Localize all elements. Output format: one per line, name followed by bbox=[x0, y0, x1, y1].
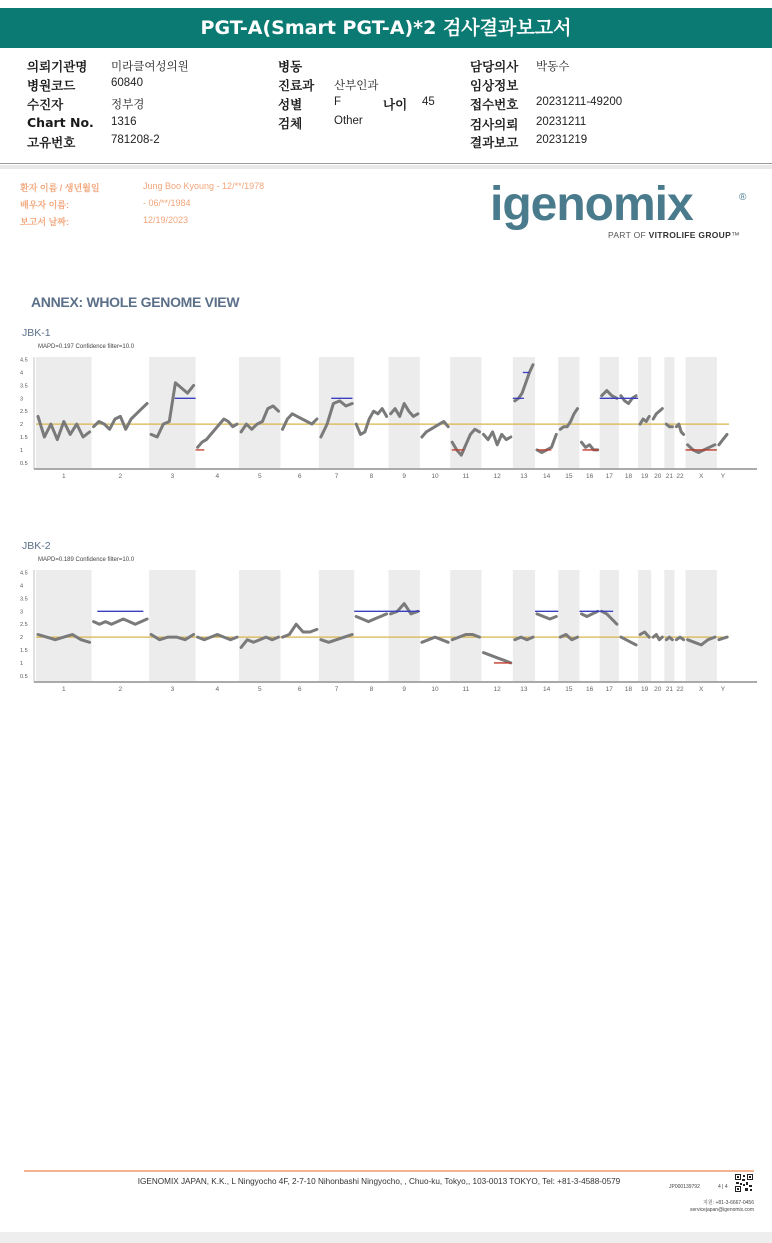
chromosome-band bbox=[664, 357, 674, 468]
chromosome-label: 5 bbox=[257, 473, 262, 480]
info-label: 검체 bbox=[278, 116, 303, 131]
footer-divider bbox=[24, 1170, 754, 1172]
y-tick-label: 0.5 bbox=[20, 673, 28, 680]
copy-number-signal bbox=[676, 637, 683, 640]
y-tick-label: 2.5 bbox=[20, 622, 28, 629]
info-label: 고유번호 bbox=[27, 135, 76, 150]
report-title: PGT-A(Smart PGT-A)*2 검사결과보고서 bbox=[0, 8, 772, 48]
chromosome-label: 3 bbox=[170, 686, 175, 693]
info-value: 20231211 bbox=[536, 116, 587, 128]
chromosome-label: 1 bbox=[61, 686, 66, 693]
chromosome-band bbox=[638, 570, 651, 681]
patient-label: 환자 이름 / 생년월일 bbox=[20, 183, 100, 193]
chromosome-label: 9 bbox=[402, 473, 407, 480]
copy-number-signal bbox=[582, 611, 598, 616]
footer-contact-tel: 지원: +81-3-6667-0456 bbox=[703, 1200, 754, 1206]
logo-tagline-prefix: PART OF bbox=[608, 230, 649, 240]
info-value: 1316 bbox=[111, 116, 137, 128]
chromosome-label: 6 bbox=[297, 686, 302, 693]
info-label: 임상정보 bbox=[470, 78, 519, 93]
info-label: 의뢰기관명 bbox=[27, 59, 88, 74]
copy-number-signal bbox=[422, 637, 448, 642]
chromosome-label: 14 bbox=[543, 686, 551, 693]
footer-contact bbox=[660, 1200, 754, 1214]
chromosome-label: 15 bbox=[565, 686, 573, 693]
patient-label: 보고서 날짜: bbox=[20, 217, 69, 227]
chromosome-label: 22 bbox=[676, 686, 684, 693]
y-tick-label: 1 bbox=[20, 660, 24, 667]
info-value: 60840 bbox=[111, 77, 143, 89]
y-tick-label: 1 bbox=[20, 447, 24, 454]
y-tick-label: 2 bbox=[20, 422, 24, 429]
footer-page-number: 4 | 4 bbox=[718, 1184, 728, 1190]
footer-contact-email: servicejapan@igenomix.com bbox=[690, 1207, 754, 1213]
section-divider bbox=[0, 165, 772, 169]
logo-tagline bbox=[608, 230, 740, 240]
y-tick-label: 1.5 bbox=[20, 648, 28, 655]
chromosome-label: 15 bbox=[565, 473, 573, 480]
sample-metrics-2: MAPD=0.189 Confidence filter=10.0 bbox=[38, 557, 135, 563]
info-label: 병동 bbox=[278, 59, 303, 74]
patient-value: 12/19/2023 bbox=[143, 215, 189, 225]
y-tick-label: 4.5 bbox=[20, 570, 28, 577]
chromosome-band bbox=[319, 570, 354, 681]
chromosome-label: 16 bbox=[585, 473, 594, 480]
genome-plot-2 bbox=[0, 565, 772, 697]
chromosome-label: 18 bbox=[624, 686, 633, 693]
chromosome-band bbox=[450, 357, 481, 468]
chromosome-label: 8 bbox=[369, 686, 374, 693]
chromosome-band bbox=[558, 570, 579, 681]
logo-wordmark: igenomix bbox=[490, 178, 693, 231]
chromosome-label: 11 bbox=[462, 473, 470, 480]
y-tick-label: 4 bbox=[20, 370, 24, 377]
patient-value: Jung Boo Kyoung - 12/**/1978 bbox=[143, 181, 265, 191]
patient-row bbox=[20, 198, 420, 215]
chromosome-label: X bbox=[699, 686, 704, 693]
chromosome-label: 5 bbox=[257, 686, 262, 693]
info-label: 진료과 bbox=[278, 78, 315, 93]
chromosome-label: 11 bbox=[462, 686, 470, 693]
report-info-table bbox=[0, 52, 772, 164]
chromosome-band bbox=[664, 570, 674, 681]
footer-address: IGENOMIX JAPAN, K.K., L Ningyocho 4F, 2-7-10 Nihonbashi Ningyocho, , Chuo-ku, Tokyo,, 103-0013 TOKYO, Tel: +81-3-4588-0579 bbox=[137, 1177, 621, 1186]
info-label: Chart No. bbox=[27, 115, 94, 130]
chromosome-label: 19 bbox=[641, 686, 649, 693]
y-tick-label: 4 bbox=[20, 583, 24, 590]
copy-number-signal bbox=[283, 624, 317, 637]
logo-tagline-brand: VITROLIFE GROUP bbox=[648, 230, 732, 240]
copy-number-signal bbox=[484, 432, 511, 445]
chromosome-band bbox=[319, 357, 354, 468]
chromosome-band bbox=[149, 357, 195, 468]
chromosome-label: 13 bbox=[520, 686, 528, 693]
sample-metrics-1: MAPD=0.197 Confidence filter=10.0 bbox=[38, 344, 135, 350]
info-label: 병원코드 bbox=[27, 78, 76, 93]
page-bottom-strip bbox=[0, 1232, 772, 1243]
chromosome-label: 7 bbox=[334, 473, 339, 480]
chromosome-band bbox=[149, 570, 195, 681]
chromosome-band bbox=[513, 570, 535, 681]
y-tick-label: 3 bbox=[20, 396, 24, 403]
chromosome-label: 13 bbox=[520, 473, 528, 480]
chromosome-label: 21 bbox=[665, 686, 674, 693]
copy-number-signal bbox=[515, 637, 533, 640]
chromosome-label: 18 bbox=[624, 473, 633, 480]
chromosome-label: 10 bbox=[431, 686, 439, 693]
copy-number-signal bbox=[719, 434, 727, 444]
chromosome-label: 17 bbox=[605, 686, 613, 693]
chromosome-band bbox=[36, 570, 92, 681]
chromosome-label: 7 bbox=[334, 686, 339, 693]
chromosome-label: 12 bbox=[493, 686, 501, 693]
patient-label: 배우자 이름: bbox=[20, 200, 69, 210]
copy-number-signal bbox=[94, 619, 148, 624]
chromosome-band bbox=[513, 357, 535, 468]
info-value: Other bbox=[334, 115, 363, 127]
logo-tagline-suffix: ™ bbox=[731, 230, 740, 240]
info-value: 산부인과 bbox=[334, 80, 379, 92]
copy-number-signal bbox=[621, 396, 636, 404]
info-value: F bbox=[334, 96, 342, 108]
chromosome-label: 6 bbox=[297, 473, 302, 480]
chromosome-label: Y bbox=[720, 686, 726, 693]
chromosome-band bbox=[638, 357, 651, 468]
y-tick-label: 4.5 bbox=[20, 357, 28, 364]
chromosome-label: 2 bbox=[118, 686, 123, 693]
y-tick-label: 0.5 bbox=[20, 460, 28, 467]
info-label: 검사의뢰 bbox=[470, 117, 519, 132]
copy-number-signal bbox=[653, 635, 662, 640]
y-tick-label: 2.5 bbox=[20, 409, 28, 416]
chromosome-label: 14 bbox=[543, 473, 551, 480]
info-label: 성별 bbox=[278, 97, 303, 112]
copy-number-signal bbox=[94, 404, 148, 430]
chromosome-label: 1 bbox=[61, 473, 66, 480]
chromosome-label: 9 bbox=[402, 686, 407, 693]
copy-number-signal bbox=[484, 653, 511, 663]
chromosome-label: 19 bbox=[641, 473, 649, 480]
info-value: 781208-2 bbox=[111, 134, 160, 146]
chromosome-label: X bbox=[699, 473, 704, 480]
annex-title: ANNEX: WHOLE GENOME VIEW bbox=[31, 294, 240, 310]
info-value: 박동수 bbox=[536, 61, 570, 73]
patient-value: - 06/**/1984 bbox=[143, 198, 191, 208]
copy-number-signal bbox=[621, 637, 636, 645]
igenomix-logo bbox=[490, 180, 752, 244]
copy-number-signal bbox=[582, 442, 598, 450]
info-value: 정부경 bbox=[111, 99, 145, 111]
info-value: 20231211-49200 bbox=[536, 96, 623, 108]
footer-document-code: JP000139792 bbox=[669, 1184, 700, 1190]
chromosome-label: 16 bbox=[585, 686, 594, 693]
chromosome-label: 20 bbox=[654, 686, 662, 693]
chromosome-label: 22 bbox=[676, 473, 684, 480]
patient-summary bbox=[20, 181, 420, 232]
chromosome-label: 17 bbox=[605, 473, 613, 480]
copy-number-signal bbox=[198, 419, 238, 447]
genome-plot-1 bbox=[0, 352, 772, 484]
chromosome-band bbox=[389, 570, 420, 681]
chromosome-label: 4 bbox=[215, 473, 220, 480]
y-tick-label: 3 bbox=[20, 609, 24, 616]
chromosome-band bbox=[239, 357, 280, 468]
chromosome-label: 20 bbox=[654, 473, 662, 480]
info-value: 미라클여성의원 bbox=[111, 61, 189, 73]
qr-code-icon bbox=[734, 1173, 754, 1193]
patient-row bbox=[20, 215, 420, 232]
logo-registered-mark: ® bbox=[739, 192, 747, 203]
copy-number-signal bbox=[283, 414, 317, 430]
info-label-age: 나이 bbox=[383, 97, 408, 112]
y-tick-label: 3.5 bbox=[20, 383, 28, 390]
chromosome-label: 8 bbox=[369, 473, 374, 480]
patient-row bbox=[20, 181, 420, 198]
info-label: 접수번호 bbox=[470, 97, 519, 112]
chromosome-label: 21 bbox=[665, 473, 674, 480]
y-tick-label: 2 bbox=[20, 635, 24, 642]
chromosome-label: 12 bbox=[493, 473, 501, 480]
chromosome-band bbox=[600, 357, 619, 468]
info-label: 수진자 bbox=[27, 97, 64, 112]
chromosome-band bbox=[686, 570, 717, 681]
chromosome-label: 10 bbox=[431, 473, 439, 480]
info-value-age: 45 bbox=[422, 96, 435, 108]
copy-number-signal bbox=[356, 409, 386, 435]
chromosome-band bbox=[239, 570, 280, 681]
info-label: 담당의사 bbox=[470, 59, 519, 74]
info-value: 20231219 bbox=[536, 134, 588, 146]
y-tick-label: 1.5 bbox=[20, 435, 28, 442]
copy-number-signal bbox=[356, 614, 386, 622]
chromosome-band bbox=[450, 570, 481, 681]
sample-label-1: JBK-1 bbox=[22, 327, 51, 339]
chromosome-band bbox=[600, 570, 619, 681]
sample-label-2: JBK-2 bbox=[22, 540, 51, 552]
y-tick-label: 3.5 bbox=[20, 596, 28, 603]
copy-number-signal bbox=[537, 614, 556, 619]
chromosome-band bbox=[36, 357, 92, 468]
chromosome-label: 2 bbox=[118, 473, 123, 480]
copy-number-signal bbox=[676, 424, 683, 434]
copy-number-signal bbox=[653, 409, 662, 419]
chromosome-label: Y bbox=[720, 473, 726, 480]
chromosome-label: 4 bbox=[215, 686, 220, 693]
info-label: 결과보고 bbox=[470, 135, 519, 150]
chromosome-label: 3 bbox=[170, 473, 175, 480]
